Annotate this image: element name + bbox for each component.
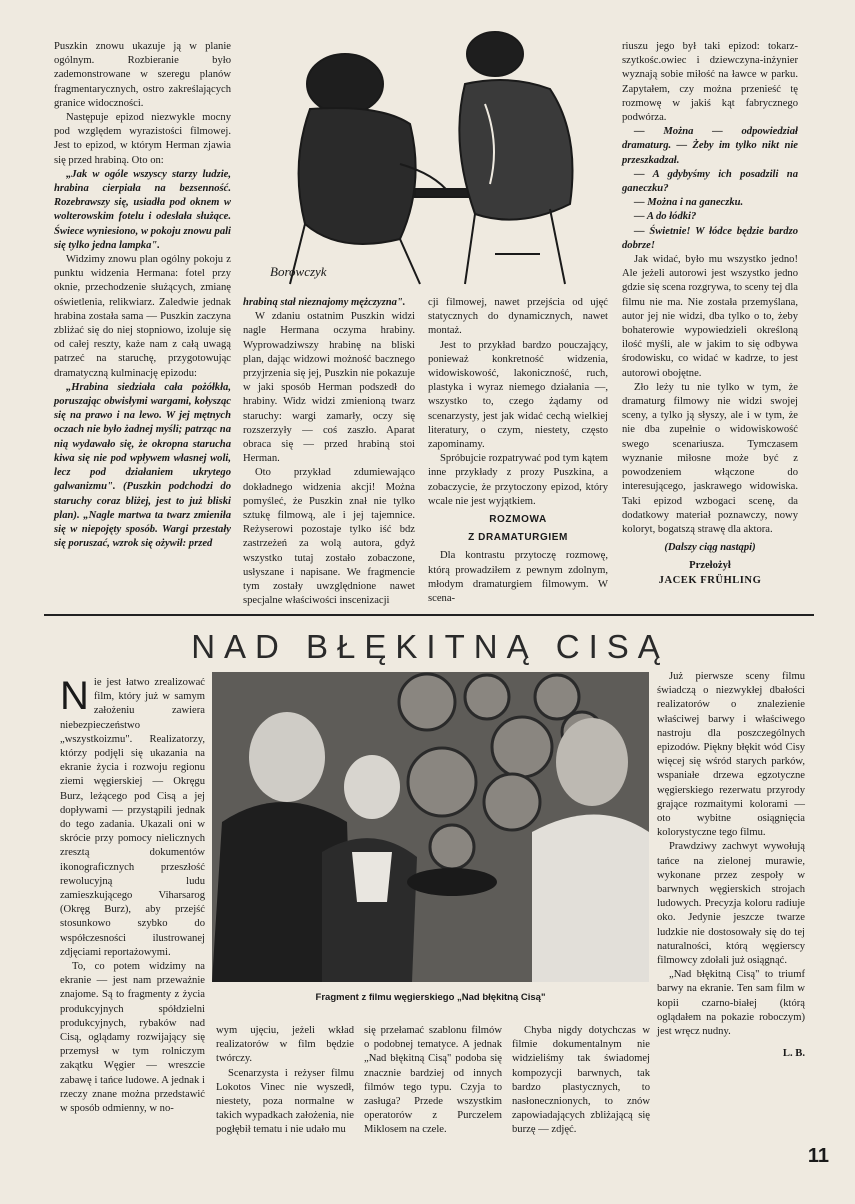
paragraph: Dla kontrastu przytoczę rozmowę, którą prowadziłem z pewnym zdolnym, młodym dramaturgiem filmowym. W scena-: [428, 550, 608, 605]
paragraph: „Nad błękitną Cisą" to triumf barwy na ekranie. Ten sam film w kopii czarno-białej (którą oglądałem na pokazie roboczym) jest wręcz nudny.: [657, 969, 805, 1038]
paragraph: riuszu jego był taki epizod: tokarz-szytkośc.owiec i dziewczyna-inżynier wyznają sobie miłość na ławce w parku. Zapytałem, czy można przenieść tę rozmowę w jakiś kąt fabrycznego podwórza.: [622, 41, 798, 124]
illustration-sketch: [250, 14, 605, 292]
paragraph: Jak widać, było mu wszystko jedno! Ale jeżeli autorowi jest wszystko jedno gdzie się scena rozgrywa, to sceny tej dla filmu nie ma. Nie została przemyślana, autor jej nie widzi, dba tylko o to, żeby bohaterowie wypowiedzieli określoną ilość myśli, ale w jakim to się odbywa środowisku, co widać w kadrze, to jest autorowi obojętne.: [622, 254, 798, 379]
top-column-1: [54, 40, 231, 551]
bottom-mid-column-2: [364, 1024, 502, 1138]
paragraph: Spróbujcie rozpatrywać pod tym kątem inne przykłady z prozy Puszkina, a zobaczycie, że przytoczony epizod, który wcale nie jest wyjątkiem.: [428, 453, 608, 507]
paragraph: Prawdziwy zachwyt wywołują tańce na zielonej murawie, wykonane przez zespoły w barwnych węgierskich strojach ludowych. Precyzja koloru radiuje oko. Jedynie jeszcze twarze ludzkie nie dostosowały się do tej naturalności, którą węgierscy filmowcy zdołali już osiągnąć.: [657, 841, 805, 967]
section-divider: [44, 614, 814, 616]
subheading: ROZMOWA: [489, 514, 547, 526]
paragraph: wym ujęciu, jeżeli wkład realizatorów w film będzie twórczy.: [216, 1025, 354, 1065]
paragraph: Oto przykład zdumiewająco dokładnego widzenia akcji! Można pomyśleć, że Puszkin znał nie tylko sztukę filmową, ale i jej tajemnice. Reżyserowi pozostaje tylko iść bdz zastrzeżeń za wolą autora, gdyż wszystko tutaj zostało zobaczone, usłyszane i napisane. We fragmencie tym zostały uwzględnione nawet specjalne właściwości inscenizacji: [243, 467, 415, 607]
quote-paragraph: „Jak w ogóle wszyscy starzy ludzie, hrabina cierpiała na bezsenność. Rozebrawszy się, usiadła pod oknem w wolterowskim fotelu i odesłała służące. Świece wyniesiono, w pokoju znowu pali się tylko jedna lampka".: [54, 168, 231, 251]
paragraph: To, co potem widzimy na ekranie — jest nam przeważnie znajome. Są to fragmenty z życia produkcyjnych spółdzielni produkcyjnych, rybaków nad Cisą, oglądamy rozwijający się przemysł w tym rolniczym zakątku Węgier — wreszcie zabawę i tańce ludowe. A jednak i rzeczy znane można przedstawić w sposób odmienny, w no-: [60, 961, 205, 1115]
dialogue-line: — A do łódki?: [634, 211, 697, 223]
paragraph: Chyba nigdy dotychczas w filmie dokumentalnym nie widzieliśmy tak świadomej kompozycji barwnych, tak bardzo plastycznych, to nasłonecznionych, to znów zapowiadających zbliżającą się burzę — zdjęć.: [512, 1025, 650, 1136]
dialogue-line: — Można — odpowiedział dramaturg. — Żeby im tylko nikt nie przeszkadzał.: [622, 126, 798, 166]
quote-paragraph: „Hrabina siedziała cała pożółkła, poruszając obwisłymi wargami, kołysząc się na prawo i na lewo. W jej mętnych oczach nie było żadnej myśli; patrząc na nią wydawało się, że okropna starucha kiwa się nie pod wpływem własnej woli, lecz pod działaniem ukrytego galwanizmu". (Puszkin podchodzi do staruchy coraz bliżej, jest to już bliski plan). „Nagle martwa ta twarz zmieniła się w niepojęty sposób. Wargi przestały się poruszać, wzrok się ożywił: przed: [54, 381, 231, 550]
page-number: 11: [807, 1145, 829, 1167]
paragraph: cji filmowej, nawet przejścia od ujęć statycznych do dynamicznych, nawet montaż.: [428, 297, 608, 337]
dialogue-line: — A gdybyśmy ich posadzili na ganeczku?: [622, 168, 798, 195]
translator-label: Przełożył: [689, 560, 731, 572]
bottom-left-column: [60, 676, 205, 1116]
top-column-4: [622, 40, 798, 588]
photo-caption: Fragment z filmu węgierskiego „Nad błękitną Cisą": [315, 992, 546, 1003]
continuation-note: (Dalszy ciąg nastąpi): [664, 542, 756, 554]
paragraph: się przełamać szablonu filmów o podobnej tematyce. A jednak „Nad błękitną Cisą" podoba się znacznie bardziej od innych filmów tego typu. Czyja to zasługa? Przede wszystkim operatorów z Purczelem Miklosem na czele.: [364, 1025, 502, 1136]
paragraph: Puszkin znowu ukazuje ją w planie ogólnym. Rozbieranie było zademonstrowane w szeregu planów fragmentarycznych, ostro zakreślających granice widoczności.: [54, 41, 231, 109]
lead-text: ie jest łatwo zrealizować film, który już w samym założeniu zawiera niebezpieczeństwo „wszystkoizmu". Realizatorzy, którzy podjęli się ukazania na ekranie życia i rozwoju regionu ziemi węgierskiej — Okręgu Burz, leżącego pod Cisą a jej dopływami — przystąpili jednak do tego zadania. Ukazali oni w skrócie przy pomocy nielicznych zresztą dokumentów ikonograficznych przeszłość rewolucyjną ludu zamieszkującego Viharsarog (Okręg Burz), aby przejść stosunkowo szybko do współczesności ilustrowanej zdjęciami reportażowymi.: [60, 677, 205, 958]
sketch-signature: Borowczyk: [270, 264, 327, 279]
paragraph: Scenarzysta i reżyser filmu Lokotos Vinec nie wyszedł, niestety, poza normalne w takich wypadkach założenia, nie pogłębił tematu i nie udało mu: [216, 1067, 354, 1136]
top-column-3: [428, 296, 608, 606]
film-still-photo: [212, 672, 649, 982]
paragraph: Widzimy znowu plan ogólny pokoju z punktu widzenia Hermana: fotel przy oknie, przechodzenie służących, zmianę oświetlenia, relikwiarz. Zaledwie jednak hrabina została sama — Puszkin zaczyna zbliżać się do niej stopniowo, izoluje się od całej reszty, każe nam z całą uwagą patrzeć na staruchę, przygotowując dramatyczną kulminację epizodu:: [54, 254, 231, 379]
top-column-2: [243, 296, 415, 608]
bottom-mid-column-1: [216, 1024, 354, 1138]
paragraph: Zło leży tu nie tylko w tym, że dramaturg filmowy nie widzi swojej sceny, a tylko ją słyszy, ale i w tym, że nie dba zupełnie o widowiskowość swego scenariusza. Tymczasem wyznanie miłosne może być z powodzeniem włączone do interesującego, jaskrawego widowiska. Taki epizod wzbogaci scenę, da dodatkowy materiał poznawczy, nowy koloryt, bogatszą strawę dla aktora.: [622, 381, 798, 535]
translator-name: JACEK FRÜHLING: [658, 574, 762, 586]
quote-paragraph: hrabiną stał nieznajomy mężczyzna".: [243, 297, 406, 308]
paragraph: Już pierwsze sceny filmu świadczą o niezwykłej dbałości realizatorów o znalezienie właściwej barwy i właściwego nastroju dla poszczególnych epizodów. Piękny błękit wód Cisy więcej się wśród starych parków, wspaniałe drzewa egzotyczne węgierskiego rezerwatu przyrody grające rozmaitymi kolorami — oto wybitne osiągnięcia kolorystyczne tego filmu.: [657, 671, 805, 839]
paragraph: Następuje epizod niezwykle mocny pod względem wyrazistości filmowej. Jest to epizod, w którym Herman zjawia się przed hrabiną. Oto on:: [54, 112, 231, 166]
bottom-right-column: [657, 670, 805, 1061]
article-title: NAD BŁĘKITNĄ CISĄ: [191, 628, 669, 665]
drop-cap: N: [60, 674, 89, 718]
paragraph: Jest to przykład bardzo pouczający, ponieważ konkretność widzenia, widowiskowość, lakoniczność, ruch, plastyka i wyraz niemego działania —, wszystko to, czego żądamy od scenarzysty, jest jak widać cechą wielkiej literatury, o czym, niestety, często zapominamy.: [428, 339, 608, 451]
bottom-mid-column-3: [512, 1024, 650, 1138]
subheading: Z DRAMATURGIEM: [468, 532, 568, 544]
author-initials: L. B.: [782, 1048, 805, 1060]
dialogue-line: — Świetnie! W łódce będzie bardzo dobrze!: [622, 225, 798, 251]
dialogue-line: — Można i na ganeczku.: [634, 197, 744, 209]
paragraph: W zdaniu ostatnim Puszkin widzi nagle Hermana oczyma hrabiny. Wyprowadziwszy hrabinę na bliski plan, dając widzowi możność bacznego przyjrzenia się jej, Puszkin nie pokazuje w jaki sposób Herman podszedł do hrabiny. Widz widzi zmienioną twarz staruchy: wargi zamarły, oczy się rozszerzyły — coś zaszło. Aparat obraca się — przed hrabiną stoi Herman.: [243, 311, 415, 465]
lead-paragraph: [60, 676, 205, 960]
